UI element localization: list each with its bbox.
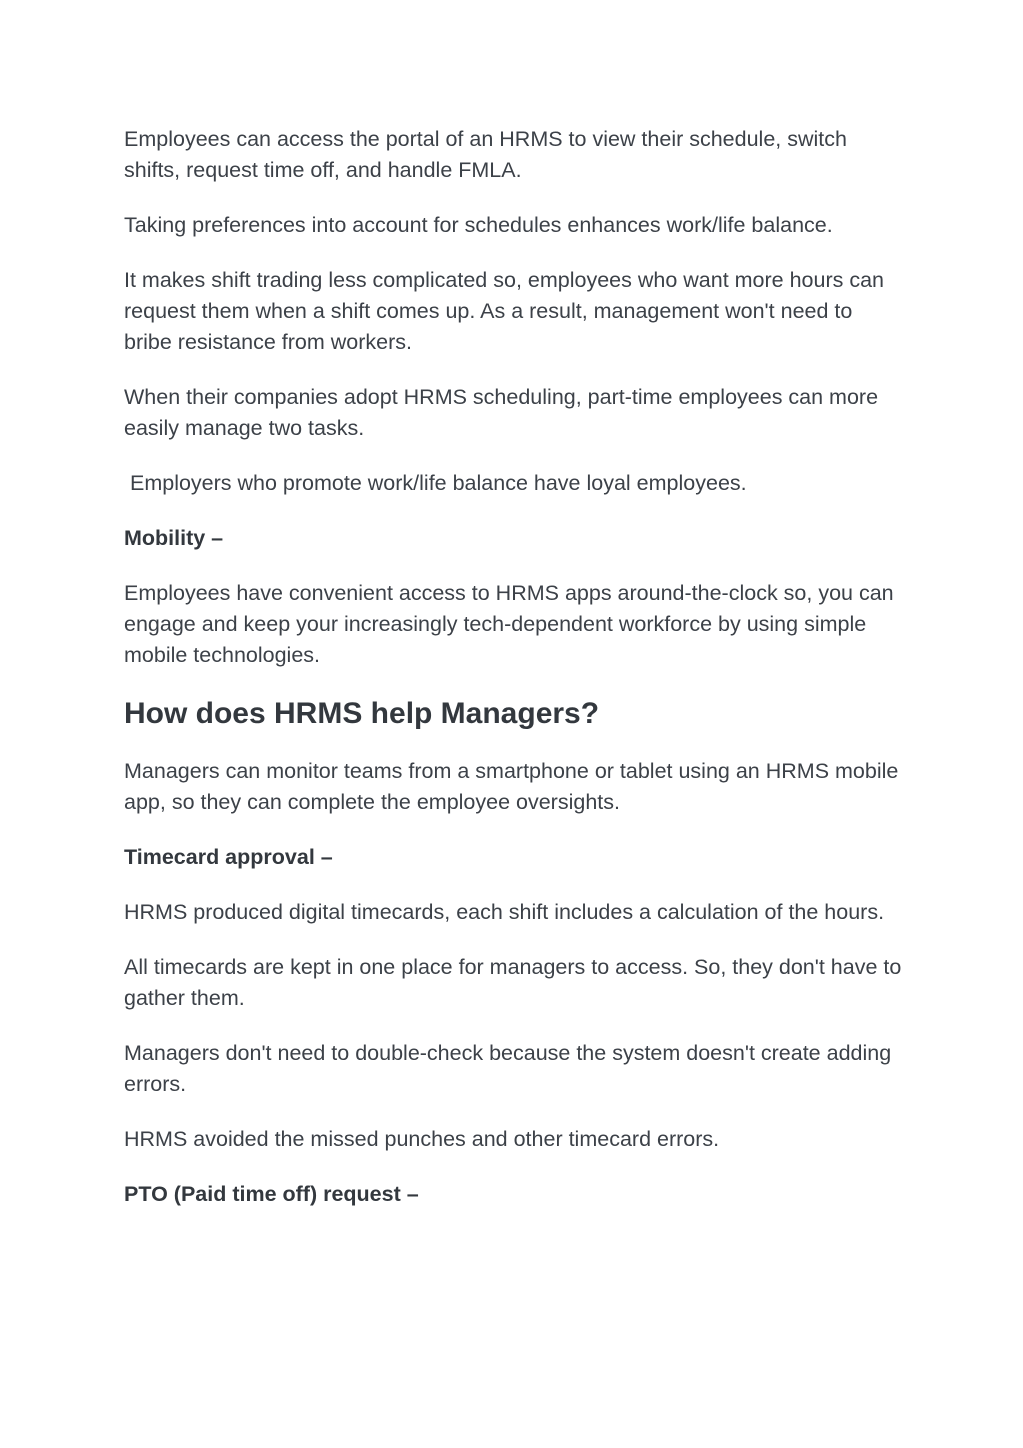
paragraph-missed-punches: HRMS avoided the missed punches and other timecard errors. [124,1127,720,1151]
paragraph-preferences: Taking preferences into account for schedules enhances work/life balance. [124,213,833,237]
paragraph-digital-timecards: HRMS produced digital timecards, each shift includes a calculation of the hours. [124,900,885,924]
mobility-heading: Mobility – [124,526,224,550]
paragraph-employee-portal: Employees can access the portal of an HRMS to view their schedule, switch shifts, request time off, and handle FMLA. [124,127,847,182]
pto-heading: PTO (Paid time off) request – [124,1182,419,1206]
paragraph-loyal-employees: Employers who promote work/life balance have loyal employees. [124,471,747,495]
timecard-heading: Timecard approval – [124,845,333,869]
paragraph-no-double-check: Managers don't need to double-check because the system doesn't create adding errors. [124,1041,892,1096]
section-heading-managers: How does HRMS help Managers? [124,697,600,730]
document-page [124,124,904,1234]
paragraph-timecards-one-place: All timecards are kept in one place for managers to access. So, they don't have to gather them. [124,955,902,1010]
paragraph-mobility: Employees have convenient access to HRMS apps around-the-clock so, you can engage and keep your increasingly tech-dependent workforce by using simple mobile technologies. [124,581,894,667]
paragraph-part-time: When their companies adopt HRMS scheduling, part-time employees can more easily manage two tasks. [124,385,879,440]
paragraph-shift-trading: It makes shift trading less complicated so, employees who want more hours can request them when a shift comes up. As a result, management won't need to bribe resistance from workers. [124,268,885,354]
paragraph-managers-monitor: Managers can monitor teams from a smartphone or tablet using an HRMS mobile app, so they can complete the employee oversights. [124,759,899,814]
